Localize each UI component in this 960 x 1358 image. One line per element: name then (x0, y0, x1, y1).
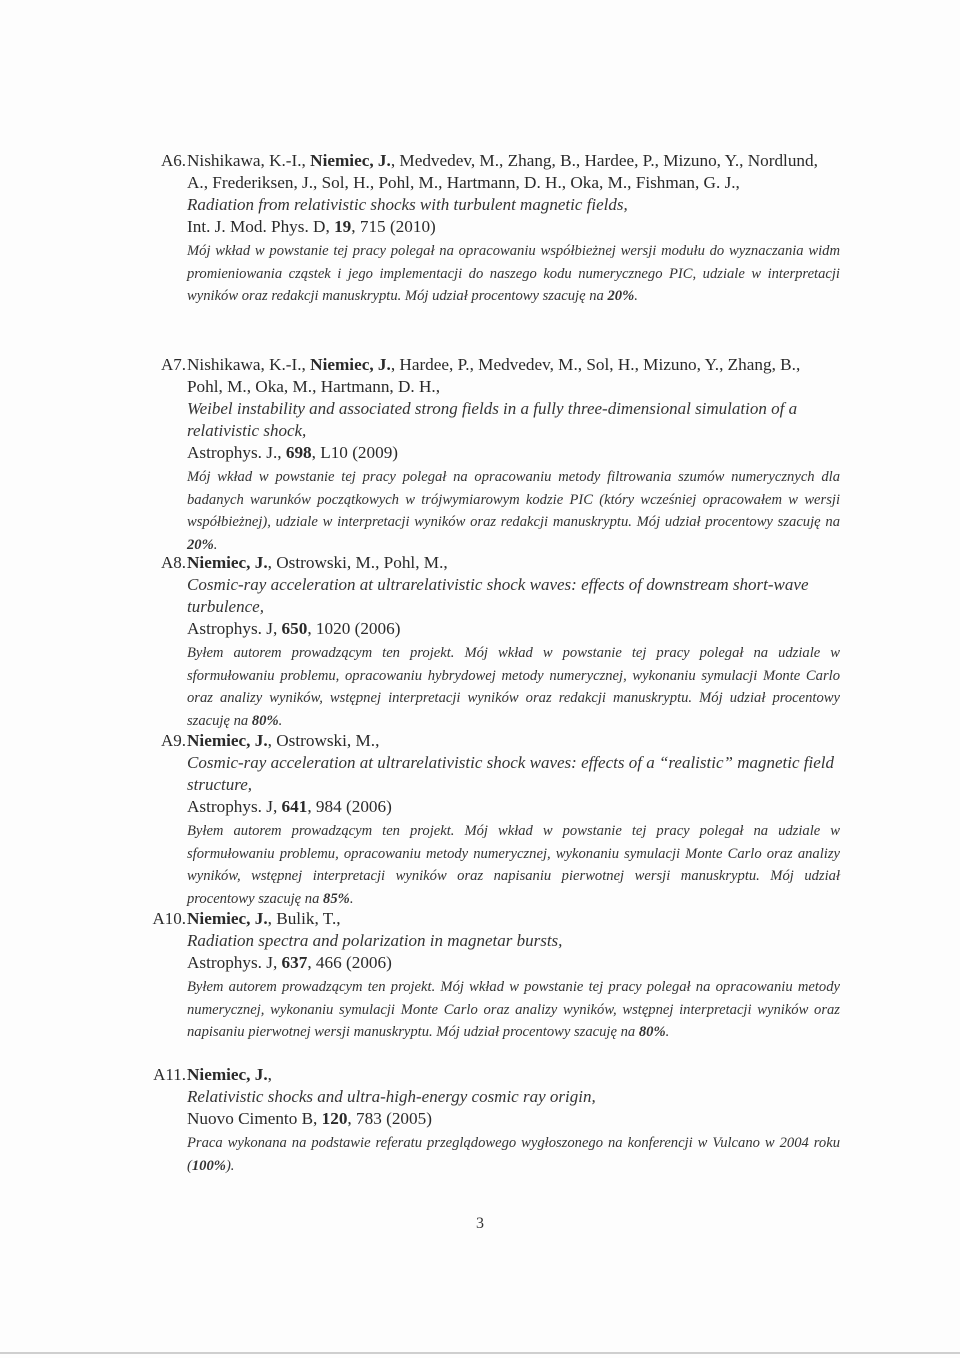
contribution-note: Mój wkład w powstanie tej pracy polegał na opracowaniu współbieżnej wersji modułu do wyznaczania widm promieniowania cząstek i jego implementacji do naszego kodu numerycznego PIC, udziale w interpretacji wyników oraz redakcji manuskryptu. Mój udział procentowy szacuję na 20%. (187, 243, 840, 304)
journal-volume: 641 (281, 797, 308, 816)
reference-journal: Nuovo Cimento B, 120, 783 (2005) (187, 1109, 432, 1128)
reference-title: Weibel instability and associated strong fields in a fully three-dimensional simulation of a relativistic shock, (187, 399, 798, 440)
journal-volume: 19 (334, 217, 352, 236)
reference-number: A10. (152, 909, 186, 928)
reference-entry-a8 (150, 552, 840, 732)
page-number: 3 (476, 1215, 484, 1232)
reference-title: Radiation spectra and polarization in magnetar bursts, (187, 931, 563, 950)
contribution-note: Byłem autorem prowadzącym ten projekt. Mój wkład w powstanie tej pracy polegał na udziale w sformułowaniu problemu, opracowaniu hybrydowej metody numerycznej, wykonaniu symulacji Monte Carlo oraz analizy wyników, wstępnej interpretacji wyników oraz redakcji manuskryptu. Mój udział procentowy szacuję na 80%. (187, 645, 840, 729)
reference-number: A7. (160, 355, 186, 374)
reference-body (187, 1064, 840, 1177)
reference-journal: Astrophys. J., 698, L10 (2009) (187, 443, 399, 462)
reference-number: A9. (160, 731, 186, 750)
highlighted-author: Niemiec, J. (187, 909, 268, 928)
contribution-percent: 100% (191, 1157, 226, 1174)
reference-entry-a10 (150, 908, 840, 1044)
reference-number: A11. (153, 1065, 186, 1084)
reference-title: Relativistic shocks and ultra-high-energy cosmic ray origin, (187, 1087, 596, 1106)
contribution-note: Mój wkład w powstanie tej pracy polegał na opracowaniu metody filtrowania szumów numerycznych dla badanych warunków początkowych w trójwymiarowym kodzie PIC (który wcześniej opracowałem w wersji współbieżnej), udziale w interpretacji wyników oraz redakcji manuskryptu. Mój udział procentowy szacuję na 20%. (187, 469, 840, 553)
reference-entry-a9 (150, 730, 840, 910)
reference-body (187, 552, 840, 732)
reference-body (187, 908, 840, 1044)
reference-title: Cosmic-ray acceleration at ultrarelativistic shock waves: effects of downstream short-wave turbulence, (187, 575, 809, 616)
journal-volume: 698 (285, 443, 312, 462)
reference-journal: Astrophys. J, 637, 466 (2006) (187, 953, 392, 972)
reference-journal: Astrophys. J, 650, 1020 (2006) (187, 619, 401, 638)
reference-entry-a6 (150, 150, 840, 308)
highlighted-author: Niemiec, J. (187, 1065, 268, 1084)
reference-body (187, 354, 840, 556)
journal-volume: 637 (281, 953, 308, 972)
journal-volume: 120 (321, 1109, 348, 1128)
contribution-percent: 20% (607, 288, 635, 304)
reference-title: Radiation from relativistic shocks with turbulent magnetic fields, (187, 195, 628, 214)
contribution-note: Byłem autorem prowadzącym ten projekt. Mój wkład w powstanie tej pracy polegał na udziale w sformułowaniu problemu, opracowaniu metody numerycznej, wykonaniu symulacji Monte Carlo oraz analizy wyników, wstępnej interpretacji wyników oraz napisaniu pierwotnej wersji manuskryptu. Mój udział procentowy szacuję na 85%. (187, 823, 840, 907)
reference-number: A6. (160, 151, 186, 170)
reference-journal: Int. J. Mod. Phys. D, 19, 715 (2010) (187, 217, 436, 236)
contribution-percent: 80% (251, 712, 279, 729)
highlighted-author: Niemiec, J. (310, 151, 391, 170)
reference-body (187, 730, 840, 910)
reference-authors: Nishikawa, K.-I., Niemiec, J., Medvedev, M., Zhang, B., Hardee, P., Mizuno, Y., Nordlund, A., Frederiksen, J., Sol, H., Pohl, M., Hartmann, D. H., Oka, M., Fishman, G. J., (187, 151, 818, 192)
reference-journal: Astrophys. J, 641, 984 (2006) (187, 797, 392, 816)
highlighted-author: Niemiec, J. (310, 355, 391, 374)
contribution-percent: 85% (323, 890, 350, 907)
reference-authors: Niemiec, J., Ostrowski, M., Pohl, M., (187, 553, 448, 572)
reference-entry-a7 (150, 354, 840, 556)
contribution-note: Praca wykonana na podstawie referatu przeglądowego wygłoszonego na konferencji w Vulcano w 2004 roku (100%). (187, 1135, 840, 1174)
scan-edge-divider (0, 1352, 960, 1354)
reference-authors: Nishikawa, K.-I., Niemiec, J., Hardee, P., Medvedev, M., Sol, H., Mizuno, Y., Zhang, B., Pohl, M., Oka, M., Hartmann, D. H., (187, 355, 801, 396)
contribution-percent: 20% (187, 536, 214, 553)
journal-volume: 650 (281, 619, 308, 638)
reference-body (187, 150, 840, 308)
reference-entry-a11 (150, 1064, 840, 1177)
highlighted-author: Niemiec, J. (187, 731, 268, 750)
contribution-note: Byłem autorem prowadzącym ten projekt. Mój wkład w powstanie tej pracy polegał na opracowaniu metody numerycznej, wykonaniu symulacji Monte Carlo oraz analizy wyników, wstępnej interpretacji wyników oraz napisaniu pierwotnej wersji manuskryptu. Mój udział procentowy szacuję na 80%. (187, 979, 840, 1040)
reference-authors: Niemiec, J., Ostrowski, M., (187, 731, 380, 750)
highlighted-author: Niemiec, J. (187, 553, 268, 572)
reference-authors: Niemiec, J., (187, 1065, 272, 1084)
contribution-percent: 80% (638, 1024, 666, 1040)
reference-title: Cosmic-ray acceleration at ultrarelativistic shock waves: effects of a “realistic” magnetic field structure, (187, 753, 834, 794)
reference-authors: Niemiec, J., Bulik, T., (187, 909, 341, 928)
reference-number: A8. (160, 553, 186, 572)
